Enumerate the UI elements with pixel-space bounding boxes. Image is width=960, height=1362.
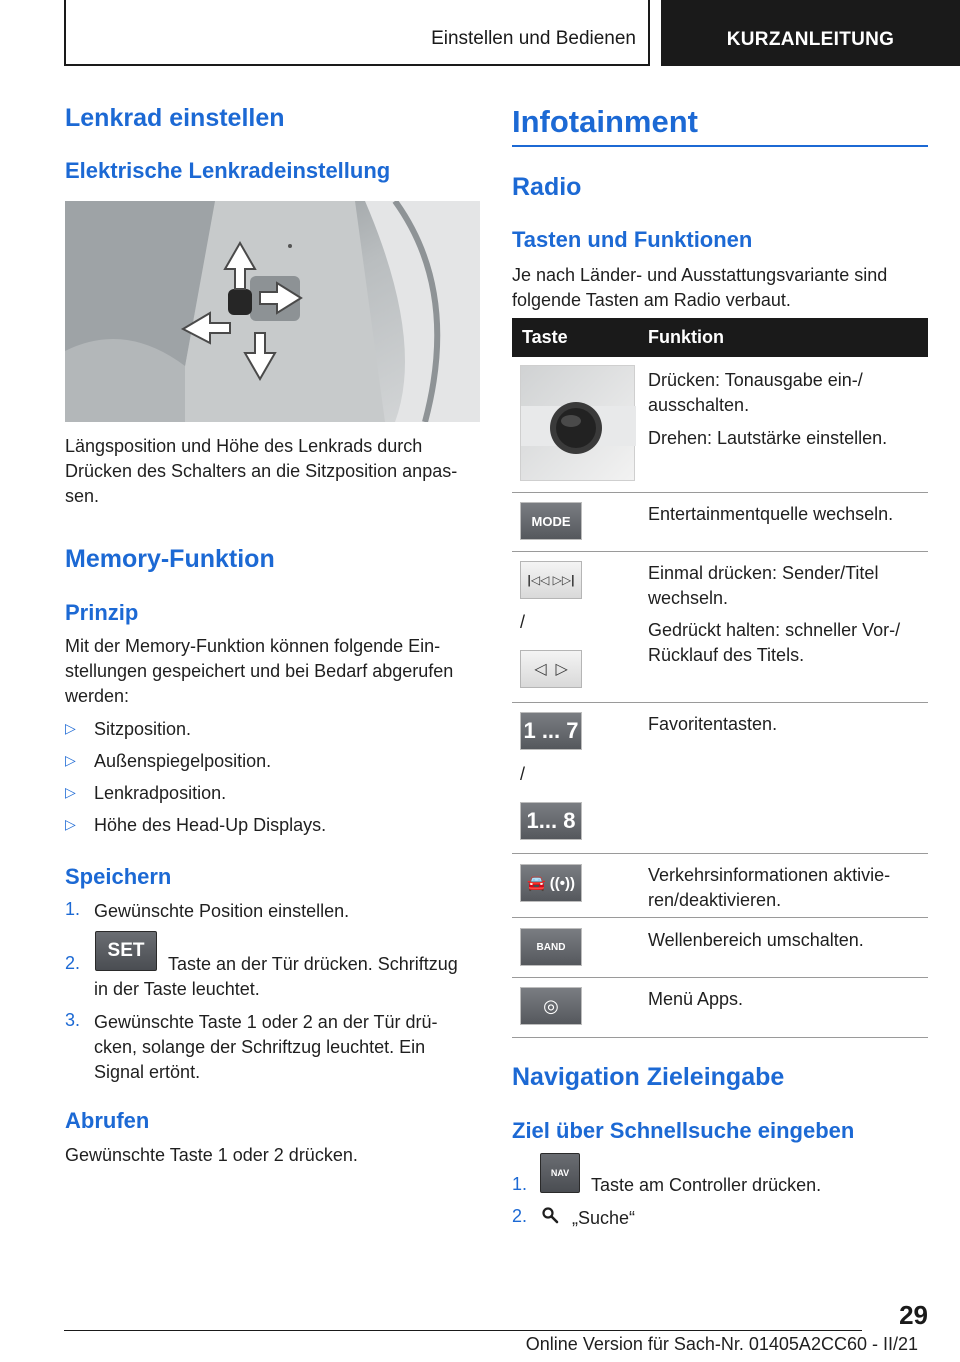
steering-caption-line2: Drücken des Schalters an die Sitzposition anpas-	[65, 461, 458, 481]
table-row: 🚘 ((•)) Verkehrsinformationen aktivie- ren/deaktivieren.	[512, 854, 928, 918]
table-row: ◎ Menü Apps.	[512, 978, 928, 1038]
heading-infotainment: Infotainment	[512, 104, 698, 139]
step-number: 2.	[65, 953, 81, 973]
heading-memory: Memory-Funktion	[65, 545, 275, 573]
step-number: 2.	[512, 1206, 528, 1226]
heading-radio: Radio	[512, 173, 582, 201]
volume-knob-icon	[520, 365, 635, 481]
chapter-tab	[661, 0, 960, 66]
table-row: MODE Entertainmentquelle wechseln.	[512, 493, 928, 552]
heading-underline	[512, 145, 928, 147]
table-row: BAND Wellenbereich umschalten.	[512, 918, 928, 978]
triangle-bullet-icon: ▷	[65, 752, 76, 768]
column-header-key: Taste	[522, 327, 568, 347]
heading-keys-functions: Tasten und Funktionen	[512, 227, 753, 252]
principle-line2: stellungen gespeichert und bei Bedarf abgerufen	[65, 661, 454, 681]
heading-recall: Abrufen	[65, 1108, 150, 1133]
steering-caption-line3: sen.	[65, 486, 100, 506]
save-step-2b: in der Taste leuchtet.	[94, 979, 260, 999]
skip-track-icon: |◁◁ ▷▷|	[520, 561, 582, 599]
footer-rule	[64, 1330, 862, 1331]
triangle-bullet-icon: ▷	[65, 816, 76, 832]
mode-key-icon: MODE	[520, 502, 582, 540]
page-number: 29	[899, 1300, 928, 1330]
step-number: 3.	[65, 1010, 81, 1030]
table-row: 1 ... 7 / 1... 8 Favoritentasten.	[512, 703, 928, 854]
favorite-keys-7-icon: 1 ... 7	[520, 712, 582, 750]
section-tab	[64, 0, 650, 66]
traffic-info-icon: 🚘 ((•))	[520, 864, 582, 902]
steering-adjustment-photo	[65, 201, 480, 422]
nav-step-1: Taste am Controller drücken.	[591, 1175, 822, 1195]
save-step-1: Gewünschte Position einstellen.	[94, 901, 350, 921]
seek-arrows-icon: ◁ ▷	[520, 650, 582, 688]
heading-quick-search: Ziel über Schnellsuche eingeben	[512, 1118, 855, 1143]
table-row: Drücken: Tonausgabe ein-/ ausschalten. Drehen: Lautstärke einstellen.	[512, 357, 928, 493]
page-header	[64, 0, 960, 66]
radio-intro-line2: folgende Tasten am Radio verbaut.	[512, 290, 791, 310]
heading-save: Speichern	[65, 864, 172, 889]
heading-navigation: Navigation Zieleingabe	[512, 1063, 785, 1091]
heading-principle: Prinzip	[65, 600, 139, 625]
radio-keys-table	[512, 318, 928, 1038]
save-step-3c: Signal ertönt.	[94, 1062, 201, 1082]
nav-key-icon: NAV	[540, 1153, 580, 1193]
radio-intro-line1: Je nach Länder- und Ausstattungsvariante sind	[512, 265, 888, 285]
table-row: |◁◁ ▷▷| / ◁ ▷ Einmal drücken: Sender/Titel wechseln. Gedrückt halten: schneller Vor-/ Rücklauf des Titels.	[512, 552, 928, 703]
steering-caption-line1: Längsposition und Höhe des Lenkrads durch	[65, 436, 423, 456]
section-title: Einstellen und Bedienen	[431, 28, 636, 49]
favorite-keys-8-icon: 1... 8	[520, 802, 582, 840]
triangle-bullet-icon: ▷	[65, 720, 76, 736]
heading-electric-steering: Elektrische Lenkradeinstellung	[65, 158, 391, 183]
recall-text: Gewünschte Taste 1 oder 2 drücken.	[65, 1145, 358, 1165]
step-number: 1.	[65, 899, 81, 919]
save-step-3b: cken, solange der Schriftzug leuchtet. Ein	[94, 1037, 426, 1057]
steering-column-image	[65, 201, 480, 422]
column-header-function: Funktion	[648, 327, 724, 347]
apps-globe-icon: ◎	[520, 987, 582, 1025]
nav-step-2: „Suche“	[572, 1208, 636, 1228]
principle-line3: werden:	[65, 686, 130, 706]
table-header	[512, 318, 928, 357]
save-step-2a: Taste an der Tür drücken. Schriftzug	[168, 954, 458, 974]
triangle-bullet-icon: ▷	[65, 784, 76, 800]
principle-line1: Mit der Memory-Funktion können folgende Ein-	[65, 636, 441, 656]
step-number: 1.	[512, 1174, 528, 1194]
band-key-icon: BAND	[520, 928, 582, 966]
save-step-3a: Gewünschte Taste 1 oder 2 an der Tür drü-	[94, 1012, 438, 1032]
set-key-icon: SET	[95, 931, 157, 971]
heading-steering: Lenkrad einstellen	[65, 104, 285, 132]
footer-online-version: Online Version für Sach-Nr. 01405A2CC60 - II/21	[525, 1334, 918, 1354]
chapter-title: KURZANLEITUNG	[726, 29, 895, 50]
search-icon	[541, 1206, 561, 1226]
